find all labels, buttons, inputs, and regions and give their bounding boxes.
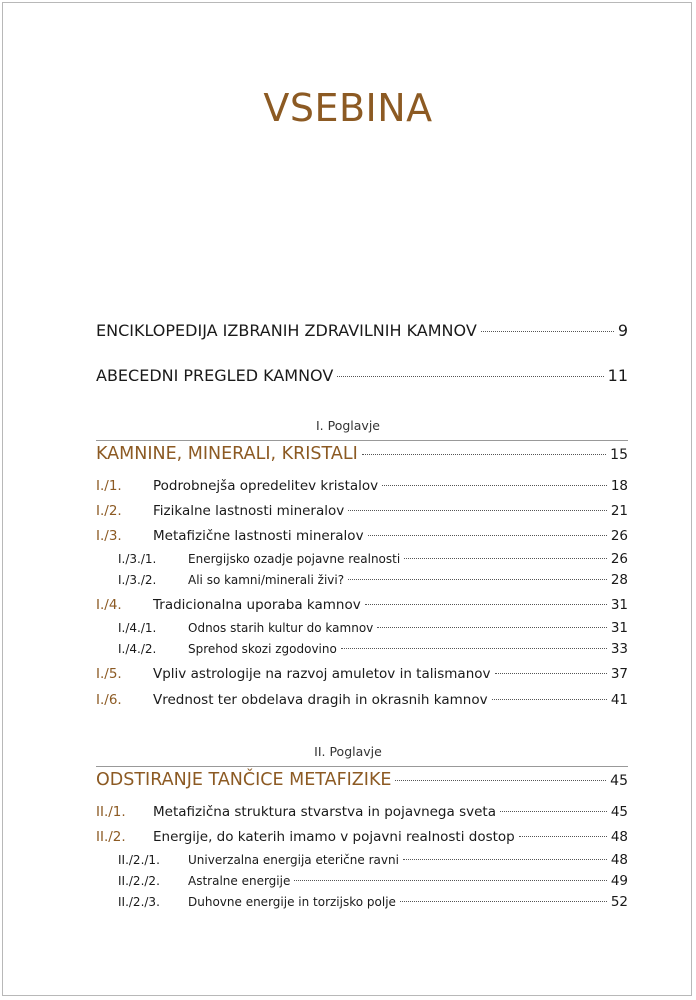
subsection-page: 49 [610,873,628,889]
toc-subsection[interactable] [118,572,628,588]
section-number: I./1. [96,478,122,494]
chapter-title: KAMNINE, MINERALI, KRISTALI [96,444,358,464]
subsection-title: Univerzalna energija eterične ravni [188,853,399,867]
leader-dots [500,811,607,812]
leader-dots [382,485,607,486]
chapter-label: II. Poglavje [314,744,382,759]
leader-dots [492,699,607,700]
toc-section[interactable] [96,597,628,613]
toc-subsection[interactable] [118,873,628,889]
section-number: I./3. [96,528,122,544]
toc-entry[interactable] [96,366,628,385]
section-number: I./2. [96,503,122,519]
section-title: Podrobnejša opredelitev kristalov [153,478,379,494]
subsection-title: Astralne energije [188,874,291,888]
section-title: Vrednost ter obdelava dragih in okrasnih kamnov [153,692,488,708]
chapter-rule [96,766,628,767]
subsection-number: II./2./2. [118,874,160,888]
page-title: VSEBINA [263,86,433,130]
subsection-page: 26 [610,551,628,567]
subsection-page: 52 [610,894,628,910]
toc-section[interactable] [96,503,628,519]
section-page: 48 [610,829,628,845]
leader-dots [294,880,606,881]
subsection-title: Odnos starih kultur do kamnov [188,621,374,635]
toc-entry-text: ENCIKLOPEDIJA IZBRANIH ZDRAVILNIH KAMNOV [96,321,477,340]
section-title: Energije, do katerih imamo v pojavni realnosti dostop [153,829,515,845]
subsection-number: I./3./2. [118,573,157,587]
toc-entry[interactable] [96,321,628,340]
chapter-label: I. Poglavje [315,418,380,433]
subsection-title: Duhovne energije in torzijsko polje [188,895,396,909]
toc-entry-page: 9 [617,321,628,340]
toc-entry-text: ABECEDNI PREGLED KAMNOV [96,366,334,385]
subsection-number: I./3./1. [118,552,157,566]
toc-section[interactable] [96,478,628,494]
section-number: I./6. [96,692,122,708]
section-title: Vpliv astrologije na razvoj amuletov in talismanov [153,666,491,682]
section-number: II./2. [96,829,126,845]
toc-subsection[interactable] [118,894,628,910]
subsection-title: Sprehod skozi zgodovino [188,642,337,656]
section-number: I./5. [96,666,122,682]
section-title: Tradicionalna uporaba kamnov [153,597,361,613]
leader-dots [377,627,607,628]
subsection-page: 31 [610,620,628,636]
toc-subsection[interactable] [118,620,628,636]
section-page: 37 [610,666,628,682]
leader-dots [365,604,607,605]
section-page: 18 [610,478,628,494]
leader-dots [337,376,603,377]
toc-entry-page: 11 [607,366,628,385]
subsection-number: I./4./1. [118,621,157,635]
leader-dots [368,535,607,536]
chapter-page: 45 [610,773,628,789]
chapter-title: ODSTIRANJE TANČICE METAFIZIKE [96,770,392,790]
leader-dots [400,901,607,902]
page-border [2,2,692,996]
chapter-page: 15 [610,447,628,463]
section-page: 26 [610,528,628,544]
subsection-number: II./2./1. [118,853,160,867]
toc-section[interactable] [96,528,628,544]
leader-dots [348,579,607,580]
leader-dots [495,673,607,674]
section-page: 45 [610,804,628,820]
subsection-page: 48 [610,852,628,868]
section-title: Metafizična struktura stvarstva in pojavnega sveta [153,804,496,820]
toc-section[interactable] [96,692,628,708]
toc-section[interactable] [96,666,628,682]
chapter-rule [96,440,628,441]
leader-dots [341,648,607,649]
chapter-entry[interactable] [96,444,628,464]
toc-section[interactable] [96,829,628,845]
toc-section[interactable] [96,804,628,820]
leader-dots [404,558,607,559]
toc-subsection[interactable] [118,551,628,567]
section-page: 21 [610,503,628,519]
chapter-entry[interactable] [96,770,628,790]
toc-subsection[interactable] [118,641,628,657]
leader-dots [519,836,607,837]
section-page: 31 [610,597,628,613]
subsection-number: I./4./2. [118,642,157,656]
section-title: Fizikalne lastnosti mineralov [153,503,345,519]
leader-dots [403,859,607,860]
subsection-title: Ali so kamni/minerali živi? [188,573,345,587]
toc-subsection[interactable] [118,852,628,868]
leader-dots [395,780,606,781]
section-title: Metafizične lastnosti mineralov [153,528,364,544]
leader-dots [348,510,607,511]
subsection-title: Energijsko ozadje pojavne realnosti [188,552,401,566]
subsection-page: 33 [610,641,628,657]
section-number: I./4. [96,597,122,613]
subsection-page: 28 [610,572,628,588]
leader-dots [362,454,606,455]
section-number: II./1. [96,804,126,820]
section-page: 41 [610,692,628,708]
subsection-number: II./2./3. [118,895,160,909]
leader-dots [481,331,614,332]
